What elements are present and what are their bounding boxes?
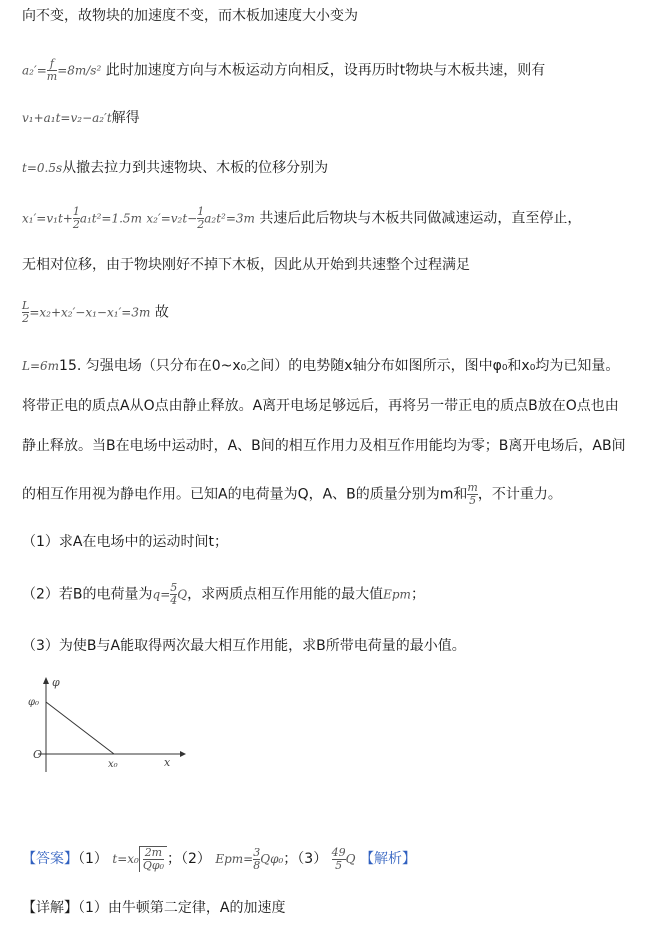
- x-axis-arrow: [180, 751, 186, 757]
- fraction: [467, 482, 477, 507]
- answer-tag: 【答案】: [22, 851, 78, 867]
- text: 共速后此后物块与木板共同做减速运动，直至停止，: [259, 210, 582, 227]
- numerator: m: [467, 481, 478, 494]
- sqrt: [139, 846, 167, 872]
- text-line-7: [22, 300, 169, 325]
- text-line-1: 向不变，故物块的加速度不变，而木板加速度大小变为: [22, 8, 358, 24]
- formula: q=: [152, 587, 171, 602]
- phi0-label: φ₀: [28, 697, 40, 708]
- numerator: 1: [197, 205, 205, 218]
- fraction: [332, 847, 346, 872]
- denominator: 5: [469, 494, 477, 507]
- formula: t=x₀: [112, 852, 139, 866]
- numerator: 3: [253, 845, 261, 859]
- text: （1）: [78, 851, 108, 867]
- fraction: [143, 847, 164, 872]
- question-1: （1）求A在电场中的运动时间t；: [22, 534, 228, 550]
- text-line-9: 将带正电的质点A从O点由静止释放。A离开电场足够远后，再将另一带正电的质点B放在O点也由: [22, 398, 619, 414]
- numerator: 49: [331, 845, 346, 859]
- x0-label: x₀: [108, 759, 118, 770]
- formula: Epm=: [215, 852, 254, 866]
- y-axis-label: φ: [52, 676, 60, 689]
- formula: x₂′=v₂t−: [146, 211, 198, 226]
- formula: Epm: [383, 587, 411, 602]
- numerator: 5: [170, 581, 178, 594]
- denominator: 2: [22, 312, 30, 325]
- numerator: f: [49, 57, 54, 70]
- potential-graph: [28, 676, 188, 776]
- origin-label: O: [33, 748, 43, 761]
- text: 此时加速度方向与木板运动方向相反，设再历时t物块与木板共速，则有: [105, 62, 546, 79]
- formula: Q: [177, 587, 188, 602]
- detail-line: [22, 898, 285, 918]
- denominator: m: [46, 70, 58, 83]
- y-axis-arrow: [43, 677, 49, 684]
- answer-line: [22, 846, 416, 872]
- text: 解得: [111, 110, 140, 126]
- text: ；: [410, 586, 425, 603]
- x-axis-label: x: [164, 756, 171, 769]
- formula: a₂′=: [22, 63, 47, 78]
- formula: x₁′=v₁t+: [22, 211, 73, 226]
- potential-line: [46, 702, 114, 754]
- text: 故: [154, 304, 169, 321]
- text-line-3: [22, 108, 140, 128]
- text: （2）若B的电荷量为: [22, 586, 153, 603]
- formula: =8m/s²: [57, 63, 102, 78]
- text-line-10: 静止释放。当B在电场中运动时，A、B间的相互作用力及相互作用能均为零；B离开电场后，AB间: [22, 438, 626, 454]
- text-line-4: [22, 158, 328, 178]
- analysis-tag: 【解析】: [359, 851, 416, 867]
- denominator: 5: [332, 859, 346, 872]
- text-line-8: [22, 356, 619, 376]
- formula: Qφ₀: [260, 852, 284, 866]
- formula: Q: [345, 852, 356, 866]
- text-line-6: 无相对位移，由于物块刚好不掉下木板，因此从开始到共速整个过程满足: [22, 257, 470, 273]
- question-3: （3）为使B与A能取得两次最大相互作用能，求B所带电荷量的最小值。: [22, 638, 466, 654]
- formula: L=6m: [22, 359, 60, 373]
- text: 的相互作用视为静电作用。已知A的电荷量为Q，A、B的质量分别为m和: [22, 486, 468, 503]
- formula: a₁t²=1.5m: [79, 211, 142, 226]
- denominator: 2: [197, 218, 205, 231]
- formula: =x₂+x₂′−x₁−x₁′=3m: [29, 305, 151, 320]
- text: 从撤去拉力到共速物块、木板的位移分别为: [62, 160, 329, 176]
- text-line-2: [22, 58, 545, 83]
- numerator: 1: [72, 205, 80, 218]
- denominator: 8: [253, 858, 261, 872]
- text-line-11: [22, 482, 562, 507]
- text: 15. 匀强电场（只分布在0~x₀之间）的电势随x轴分布如图所示，图中φ₀和x₀均为已知量。: [59, 358, 620, 374]
- text: ；（2）: [166, 851, 211, 867]
- denominator: 2: [72, 218, 80, 231]
- formula: v₁+a₁t=v₂−a₂′t: [22, 111, 112, 125]
- denominator: Qφ₀: [142, 859, 164, 872]
- fraction: [73, 206, 80, 231]
- text: （1）由牛顿第二定律，A的加速度: [78, 900, 286, 916]
- denominator: 4: [170, 594, 178, 607]
- text: ，不计重力。: [477, 486, 562, 503]
- formula: a₂t²=3m: [204, 211, 255, 226]
- fraction: [47, 58, 57, 83]
- numerator: L: [22, 299, 30, 312]
- question-2: [22, 582, 425, 607]
- text: ；（3）: [283, 851, 328, 867]
- detail-tag: 【详解】: [22, 900, 78, 916]
- formula: t=0.5s: [22, 161, 63, 175]
- text: ，求两质点相互作用能的最大值: [187, 586, 384, 603]
- numerator: 2m: [144, 846, 163, 859]
- text-line-5: [22, 206, 581, 231]
